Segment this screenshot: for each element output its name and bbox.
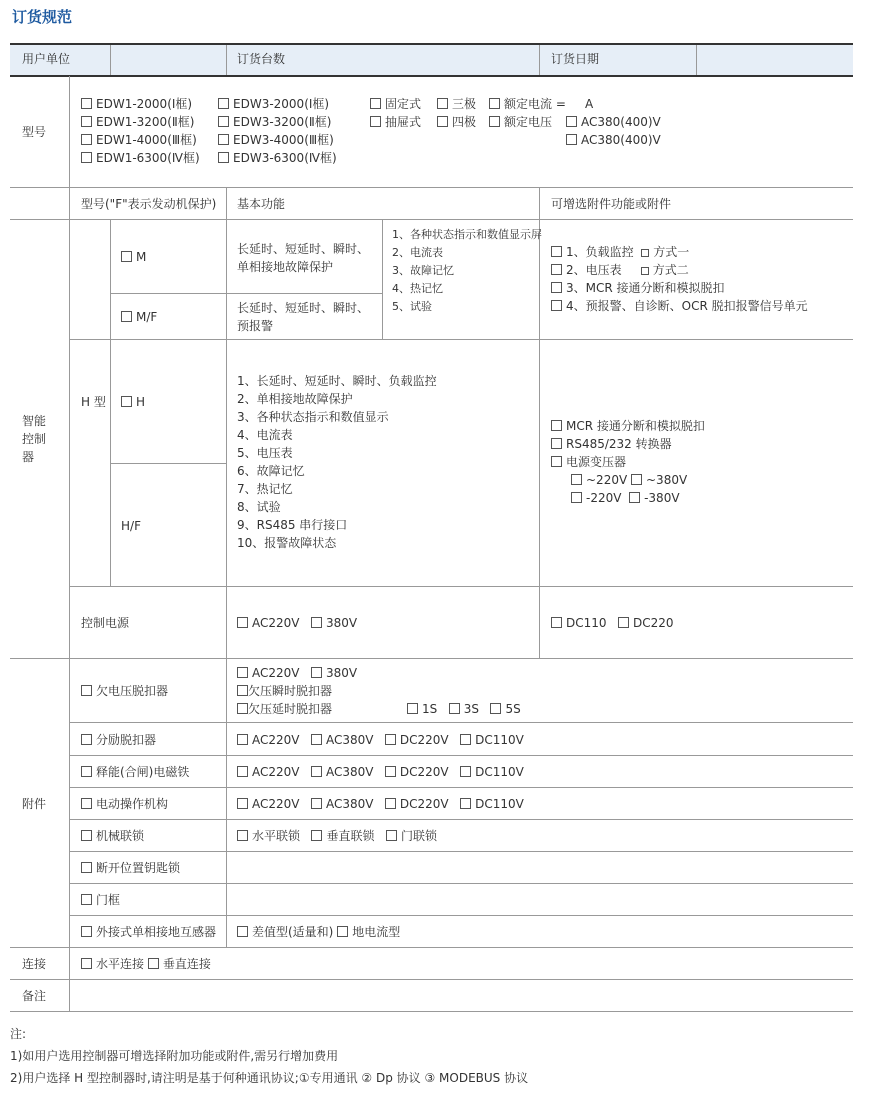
order-date-label: 订货日期 xyxy=(551,52,600,66)
divider xyxy=(110,463,226,464)
divider xyxy=(110,45,111,75)
edw1-options[interactable] xyxy=(81,95,200,167)
h-function: 1、长延时、短延时、瞬时、负载监控 2、单相接地故障保护 3、各种状态指示和数值显示 4、电流表 5、电压表 6、故障记忆 7、热记忆 8、试验 9、RS485 串行接口 10、报警故障状态 xyxy=(237,374,437,550)
mf-option[interactable] xyxy=(121,308,157,326)
checkbox-icon[interactable] xyxy=(551,300,562,311)
checkbox-icon[interactable] xyxy=(386,830,397,841)
m-optional[interactable] xyxy=(551,243,808,315)
checkbox-icon[interactable] xyxy=(311,830,322,841)
divider xyxy=(69,659,70,948)
notes-heading: 注: xyxy=(10,1027,27,1041)
option-label: 380V xyxy=(325,666,358,680)
option-label: 分励脱扣器 xyxy=(96,733,157,747)
checkbox-icon[interactable] xyxy=(489,116,500,127)
divider xyxy=(226,188,227,219)
checkbox-icon[interactable] xyxy=(337,926,348,937)
divider xyxy=(69,819,853,820)
shunt-voltage-options[interactable] xyxy=(237,731,524,749)
ct-option[interactable] xyxy=(81,923,216,941)
checkbox-icon[interactable] xyxy=(81,862,92,873)
divider xyxy=(226,220,227,658)
option-label: EDW1-2000(Ⅰ框) xyxy=(96,97,193,111)
option-label: AC220V xyxy=(252,616,300,630)
option-label: DC110 xyxy=(566,616,607,630)
checkbox-icon[interactable] xyxy=(237,766,248,777)
checkbox-icon[interactable] xyxy=(551,617,562,628)
option-label: AC380V xyxy=(325,733,374,747)
release-option[interactable] xyxy=(81,763,189,781)
pole-options[interactable] xyxy=(437,95,476,131)
option-label: 门框 xyxy=(96,893,121,907)
checkbox-icon[interactable] xyxy=(629,492,640,503)
option-label: DC220V xyxy=(399,765,449,779)
checkbox-icon[interactable] xyxy=(81,958,92,969)
checkbox-icon[interactable] xyxy=(218,116,229,127)
checkbox-icon[interactable] xyxy=(437,98,448,109)
checkbox-icon[interactable] xyxy=(218,98,229,109)
checkbox-icon[interactable] xyxy=(311,798,322,809)
divider xyxy=(69,722,853,723)
voltage-options[interactable] xyxy=(566,113,661,149)
checkbox-icon[interactable] xyxy=(551,282,562,293)
undervoltage-details[interactable] xyxy=(237,664,357,718)
user-unit-label: 用户单位 xyxy=(22,52,71,66)
ct-type-options[interactable] xyxy=(237,923,400,941)
option-label: EDW3-2000(Ⅰ框) xyxy=(233,97,330,111)
optional-header: 可增选附件功能或附件 xyxy=(551,197,672,211)
option-label: 3S xyxy=(463,702,479,716)
doorframe-option[interactable] xyxy=(81,891,120,909)
checkbox-icon[interactable] xyxy=(641,249,649,257)
option-label: 4、预报警、自诊断、OCR 脱扣报警信号单元 xyxy=(566,299,808,313)
option-label: 机械联锁 xyxy=(96,829,145,843)
checkbox-icon[interactable] xyxy=(631,474,642,485)
divider xyxy=(10,187,853,188)
divider xyxy=(226,45,227,75)
checkbox-icon[interactable] xyxy=(551,264,562,275)
option-label: 额定电流 = xyxy=(504,97,566,111)
release-voltage-options[interactable] xyxy=(237,763,524,781)
m-common-function: 1、各种状态指示和数值显示屏 2、电流表 3、故障记忆 4、热记忆 5、试验 xyxy=(392,228,542,313)
option-label: 垂直连接 xyxy=(162,957,211,971)
option-label: 门联锁 xyxy=(400,829,437,843)
checkbox-icon[interactable] xyxy=(81,766,92,777)
basic-function-header: 基本功能 xyxy=(237,197,286,211)
checkbox-icon[interactable] xyxy=(460,798,471,809)
checkbox-icon[interactable] xyxy=(490,703,501,714)
checkbox-icon[interactable] xyxy=(385,734,396,745)
divider xyxy=(69,787,853,788)
checkbox-icon[interactable] xyxy=(385,798,396,809)
checkbox-icon[interactable] xyxy=(237,617,248,628)
motor-option[interactable] xyxy=(81,795,168,813)
option-label: 水平联锁 xyxy=(252,829,301,843)
option-label: DC110V xyxy=(475,733,524,747)
power-label: 控制电源 xyxy=(81,616,130,630)
option-label: 方式一 xyxy=(653,245,690,259)
checkbox-icon[interactable] xyxy=(437,116,448,127)
checkbox-icon[interactable] xyxy=(237,926,248,937)
option-label: 1S xyxy=(422,702,438,716)
option-label: EDW1-6300(Ⅳ框) xyxy=(96,151,200,165)
model-note-header: 型号("F"表示发动机保护) xyxy=(81,197,217,211)
option-label: AC220V xyxy=(252,797,300,811)
option-label: EDW3-4000(Ⅲ框) xyxy=(233,133,334,147)
checkbox-icon[interactable] xyxy=(237,703,248,714)
interlock-type-options[interactable] xyxy=(237,827,437,845)
option-label: 差值型(适量和) xyxy=(252,925,334,939)
m-option[interactable] xyxy=(121,248,146,266)
option-label: 固定式 xyxy=(385,97,422,111)
divider xyxy=(69,948,70,1012)
table-top-rule xyxy=(10,43,853,45)
option-label: EDW1-3200(Ⅱ框) xyxy=(96,115,195,129)
option-label: ~380V xyxy=(646,473,688,487)
option-label: 外接式单相接地互感器 xyxy=(96,925,217,939)
checkbox-icon[interactable] xyxy=(121,251,132,262)
checkbox-icon[interactable] xyxy=(566,134,577,145)
rated-current-unit: A xyxy=(585,97,594,111)
note-line: 1)如用户选用控制器可增选择附加功能或附件,需另行增加费用 xyxy=(10,1049,339,1063)
option-label: 电源变压器 xyxy=(566,455,627,469)
checkbox-icon[interactable] xyxy=(460,734,471,745)
divider xyxy=(10,219,853,220)
delay-options[interactable] xyxy=(407,700,521,718)
option-label: M/F xyxy=(136,310,158,324)
checkbox-icon[interactable] xyxy=(81,134,92,145)
option-label: 1、负载监控 xyxy=(566,245,634,259)
option-label: 方式二 xyxy=(652,263,689,277)
option-label: AC220V xyxy=(252,765,300,779)
model-label: 型号 xyxy=(22,125,47,139)
checkbox-icon[interactable] xyxy=(237,667,248,678)
option-label: H xyxy=(136,395,146,409)
checkbox-icon[interactable] xyxy=(311,734,322,745)
rated-current-option[interactable] xyxy=(489,95,566,113)
m-function: 长延时、短延时、瞬时、 单相接地故障保护 xyxy=(237,242,370,274)
option-label: 电动操作机构 xyxy=(96,797,169,811)
checkbox-icon[interactable] xyxy=(148,958,159,969)
checkbox-icon[interactable] xyxy=(571,474,582,485)
checkbox-icon[interactable] xyxy=(311,617,322,628)
power-dc-options[interactable] xyxy=(551,614,674,632)
hf-label: H/F xyxy=(121,519,141,533)
header-bottom-rule xyxy=(10,75,853,77)
divider xyxy=(69,188,70,219)
divider xyxy=(69,220,70,658)
checkbox-icon[interactable] xyxy=(121,396,132,407)
checkbox-icon[interactable] xyxy=(237,830,248,841)
note-line: 2)用户选择 H 型控制器时,请注明是基于何种通讯协议;①专用通讯 ② Dp 协议 ③ MODEBUS 协议 xyxy=(10,1071,529,1085)
option-label: M xyxy=(136,250,147,264)
checkbox-icon[interactable] xyxy=(311,667,322,678)
divider xyxy=(69,883,853,884)
checkbox-icon[interactable] xyxy=(81,685,92,696)
accessories-label: 附件 xyxy=(22,797,47,811)
divider xyxy=(69,339,853,340)
option-label: 垂直联锁 xyxy=(326,829,375,843)
checkbox-icon[interactable] xyxy=(81,798,92,809)
option-label: 欠压延时脱扣器 xyxy=(248,702,333,716)
checkbox-icon[interactable] xyxy=(237,685,248,696)
remarks-label: 备注 xyxy=(22,989,47,1003)
option-label: 三极 xyxy=(452,97,477,111)
divider xyxy=(696,45,697,75)
edw3-options[interactable] xyxy=(218,95,337,167)
divider xyxy=(10,947,853,948)
option-label: 5S xyxy=(505,702,521,716)
checkbox-icon[interactable] xyxy=(571,492,582,503)
option-label: 欠压瞬时脱扣器 xyxy=(248,684,333,698)
option-label: -380V xyxy=(644,491,680,505)
table-header-band xyxy=(10,44,853,76)
power-ac-options[interactable] xyxy=(237,614,357,632)
option-label: AC380(400)V xyxy=(581,133,661,147)
divider xyxy=(382,220,383,340)
install-options[interactable] xyxy=(370,95,421,131)
option-label: 2、电压表 xyxy=(566,263,622,277)
checkbox-icon[interactable] xyxy=(311,766,322,777)
checkbox-icon[interactable] xyxy=(551,246,562,257)
option-label: EDW1-4000(Ⅲ框) xyxy=(96,133,197,147)
checkbox-icon[interactable] xyxy=(81,894,92,905)
divider xyxy=(110,220,111,586)
option-label: DC220 xyxy=(632,616,674,630)
option-label: DC110V xyxy=(475,765,524,779)
option-label: 断开位置钥匙锁 xyxy=(96,861,181,875)
checkbox-icon[interactable] xyxy=(566,116,577,127)
checkbox-icon[interactable] xyxy=(237,798,248,809)
option-label: ~220V xyxy=(586,473,628,487)
option-label: DC220V xyxy=(399,733,449,747)
checkbox-icon[interactable] xyxy=(489,98,500,109)
controller-label: 智能 控制 器 xyxy=(22,414,47,464)
checkbox-icon[interactable] xyxy=(81,116,92,127)
divider xyxy=(10,979,853,980)
option-label: -220V xyxy=(586,491,622,505)
shunt-option[interactable] xyxy=(81,731,156,749)
checkbox-icon[interactable] xyxy=(641,267,649,275)
divider xyxy=(10,1011,853,1012)
checkbox-icon[interactable] xyxy=(81,734,92,745)
option-label: 释能(合闸)电磁铁 xyxy=(96,765,190,779)
divider xyxy=(226,659,227,948)
rated-voltage-option[interactable] xyxy=(489,113,552,131)
option-label: 3、MCR 接通分断和模拟脱扣 xyxy=(566,281,725,295)
option-label: 抽屉式 xyxy=(385,115,422,129)
option-label: 380V xyxy=(325,616,358,630)
option-label: RS485/232 转换器 xyxy=(566,437,672,451)
option-label: 四极 xyxy=(452,115,477,129)
divider xyxy=(69,76,70,188)
checkbox-icon[interactable] xyxy=(460,766,471,777)
option-label: EDW3-6300(Ⅳ框) xyxy=(233,151,337,165)
checkbox-icon[interactable] xyxy=(218,134,229,145)
undervoltage-option[interactable] xyxy=(81,682,168,700)
option-label: DC110V xyxy=(475,797,524,811)
checkbox-icon[interactable] xyxy=(407,703,418,714)
checkbox-icon[interactable] xyxy=(81,926,92,937)
checkbox-icon[interactable] xyxy=(81,152,92,163)
mf-function: 长延时、短延时、瞬时、 预报警 xyxy=(237,301,370,333)
checkbox-icon[interactable] xyxy=(370,98,381,109)
option-label: 额定电压 xyxy=(504,115,553,129)
motor-voltage-options[interactable] xyxy=(237,795,524,813)
connection-options[interactable] xyxy=(81,955,211,973)
divider xyxy=(69,915,853,916)
interlock-option[interactable] xyxy=(81,827,144,845)
checkbox-icon[interactable] xyxy=(81,98,92,109)
option-label: MCR 接通分断和模拟脱扣 xyxy=(566,419,705,433)
connection-label: 连接 xyxy=(22,957,47,971)
h-option[interactable] xyxy=(121,393,145,411)
option-label: DC220V xyxy=(399,797,449,811)
keylock-option[interactable] xyxy=(81,859,180,877)
checkbox-icon[interactable] xyxy=(618,617,629,628)
checkbox-icon[interactable] xyxy=(218,152,229,163)
checkbox-icon[interactable] xyxy=(551,438,562,449)
checkbox-icon[interactable] xyxy=(121,311,132,322)
checkbox-icon[interactable] xyxy=(551,456,562,467)
divider xyxy=(69,851,853,852)
divider xyxy=(10,658,853,659)
order-qty-label: 订货台数 xyxy=(237,52,286,66)
page-title: 订货规范 xyxy=(12,8,73,26)
checkbox-icon[interactable] xyxy=(81,830,92,841)
option-label: 地电流型 xyxy=(352,925,401,939)
checkbox-icon[interactable] xyxy=(385,766,396,777)
option-label: AC380(400)V xyxy=(581,115,661,129)
option-label: AC380V xyxy=(325,797,374,811)
checkbox-icon[interactable] xyxy=(370,116,381,127)
option-label: AC220V xyxy=(252,666,300,680)
checkbox-icon[interactable] xyxy=(551,420,562,431)
checkbox-icon[interactable] xyxy=(449,703,460,714)
h-type-label: H 型 xyxy=(81,395,106,409)
h-optional[interactable] xyxy=(551,417,705,507)
option-label: EDW3-3200(Ⅱ框) xyxy=(233,115,332,129)
checkbox-icon[interactable] xyxy=(237,734,248,745)
divider xyxy=(539,188,540,219)
divider xyxy=(110,293,383,294)
divider xyxy=(539,45,540,75)
option-label: AC220V xyxy=(252,733,300,747)
divider xyxy=(69,755,853,756)
option-label: AC380V xyxy=(325,765,374,779)
divider xyxy=(69,586,853,587)
option-label: 水平连接 xyxy=(96,957,145,971)
option-label: 欠电压脱扣器 xyxy=(96,684,169,698)
